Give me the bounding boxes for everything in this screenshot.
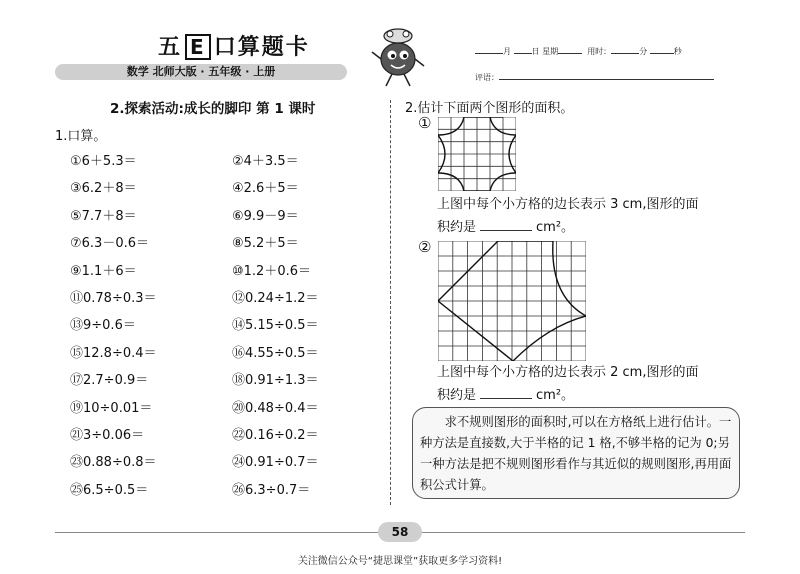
comment-label: 评语： <box>475 73 499 82</box>
minutes-label: 分 <box>639 47 648 56</box>
comment-line <box>475 70 714 83</box>
figure-2-answer-blank[interactable] <box>480 384 532 399</box>
math-problem: ④2.6＋5＝ <box>232 181 299 197</box>
question-1-label: 1.口算。 <box>55 129 107 144</box>
figure-1-text-line1: 上图中每个小方格的边长表示 3 cm,图形的面 <box>437 197 699 212</box>
figure-1-grid <box>438 117 516 191</box>
math-problem: ②4＋3.5＝ <box>232 154 299 169</box>
math-problem: ⑧5.2＋5＝ <box>232 236 299 252</box>
page-number: 58 <box>378 522 422 542</box>
figure-2-text-line1: 上图中每个小方格的边长表示 2 cm,图形的面 <box>437 365 699 380</box>
mascot-icon <box>368 26 428 88</box>
math-problem: ㉑3÷0.06＝ <box>70 428 145 443</box>
math-problem: ㉖6.3÷0.7＝ <box>232 482 311 498</box>
title-prefix: 五 <box>158 35 183 60</box>
math-problem: ⑭5.15÷0.5＝ <box>232 318 319 334</box>
figure-1-answer-prefix: 积约是 <box>437 220 477 235</box>
footer-note: 关注微信公众号“捷思课堂”获取更多学习资料! <box>297 556 503 567</box>
week-label: 星期 <box>542 47 559 56</box>
figure-2-answer-prefix: 积约是 <box>437 388 477 403</box>
math-problem: ⑲10÷0.01＝ <box>70 400 153 416</box>
math-problem: ㉔0.91÷0.7＝ <box>232 455 319 471</box>
month-label: 月 <box>503 47 511 56</box>
day-label: 日 <box>531 47 540 56</box>
minutes-blank[interactable] <box>611 44 639 54</box>
math-problem: ㉓0.88÷0.8＝ <box>70 455 157 471</box>
figure-2-grid <box>438 241 586 361</box>
figure-2-unit: cm²。 <box>536 388 575 403</box>
comment-blank[interactable] <box>499 70 714 80</box>
column-divider <box>390 100 391 505</box>
seconds-blank[interactable] <box>650 44 674 54</box>
math-problem: ⑯4.55÷0.5＝ <box>232 345 319 361</box>
tip-text: 求不规则图形的面积时,可以在方格纸上进行估计。一种方法是直接数,大于半格的记 1 格,不够半格的记为 0;另一种方法是把不规则图形看作与其近似的规则图形,再用面积公式计算。 <box>420 415 732 492</box>
figure-1-answer-blank[interactable] <box>480 216 532 231</box>
figure-2-label: ② <box>418 238 432 256</box>
figure-1-text-line2 <box>437 216 574 239</box>
math-problem: ⑤7.7＋8＝ <box>70 208 137 224</box>
math-problem: ⑫0.24÷1.2＝ <box>232 291 319 306</box>
math-problem: ⑩1.2＋0.6＝ <box>232 263 312 279</box>
question-2-label: 2.估计下面两个图形的面积。 <box>405 101 574 116</box>
time-used-label: 用时： <box>587 47 612 56</box>
figure-2-text-line2 <box>437 384 574 407</box>
math-problem: ⑨1.1＋6＝ <box>70 263 137 279</box>
math-problem: ⑳0.48÷0.4＝ <box>232 400 319 416</box>
date-time-line <box>475 44 682 57</box>
math-problem: ⑬9÷0.6＝ <box>70 318 136 334</box>
subject-bar: 数学 北师大版 · 五年级 · 上册 <box>55 64 347 80</box>
title-suffix: 口算题卡 <box>213 35 310 60</box>
figure-1-label: ① <box>418 114 432 132</box>
math-problem: ⑱0.91÷1.3＝ <box>232 373 319 389</box>
figure-1-unit: cm²。 <box>536 220 575 235</box>
math-problem: ⑰2.7÷0.9＝ <box>70 373 149 389</box>
title-e-logo: E <box>185 34 211 60</box>
math-problem: ㉒0.16÷0.2＝ <box>232 428 319 443</box>
math-problem: ①6＋5.3＝ <box>70 154 137 169</box>
card-title <box>158 30 310 61</box>
seconds-label: 秒 <box>673 47 682 56</box>
day-blank[interactable] <box>514 44 532 54</box>
section-title: 2.探索活动:成长的脚印 第 1 课时 <box>110 101 316 117</box>
month-blank[interactable] <box>475 44 503 54</box>
week-blank[interactable] <box>558 44 582 54</box>
math-problem: ⑦6.3－0.6＝ <box>70 236 150 252</box>
math-problem: ㉕6.5÷0.5＝ <box>70 482 149 498</box>
math-problem: ⑥9.9－9＝ <box>232 208 299 224</box>
math-problem: ⑪0.78÷0.3＝ <box>70 291 157 306</box>
math-problem: ⑮12.8÷0.4＝ <box>70 345 157 361</box>
math-problem: ③6.2＋8＝ <box>70 181 137 197</box>
